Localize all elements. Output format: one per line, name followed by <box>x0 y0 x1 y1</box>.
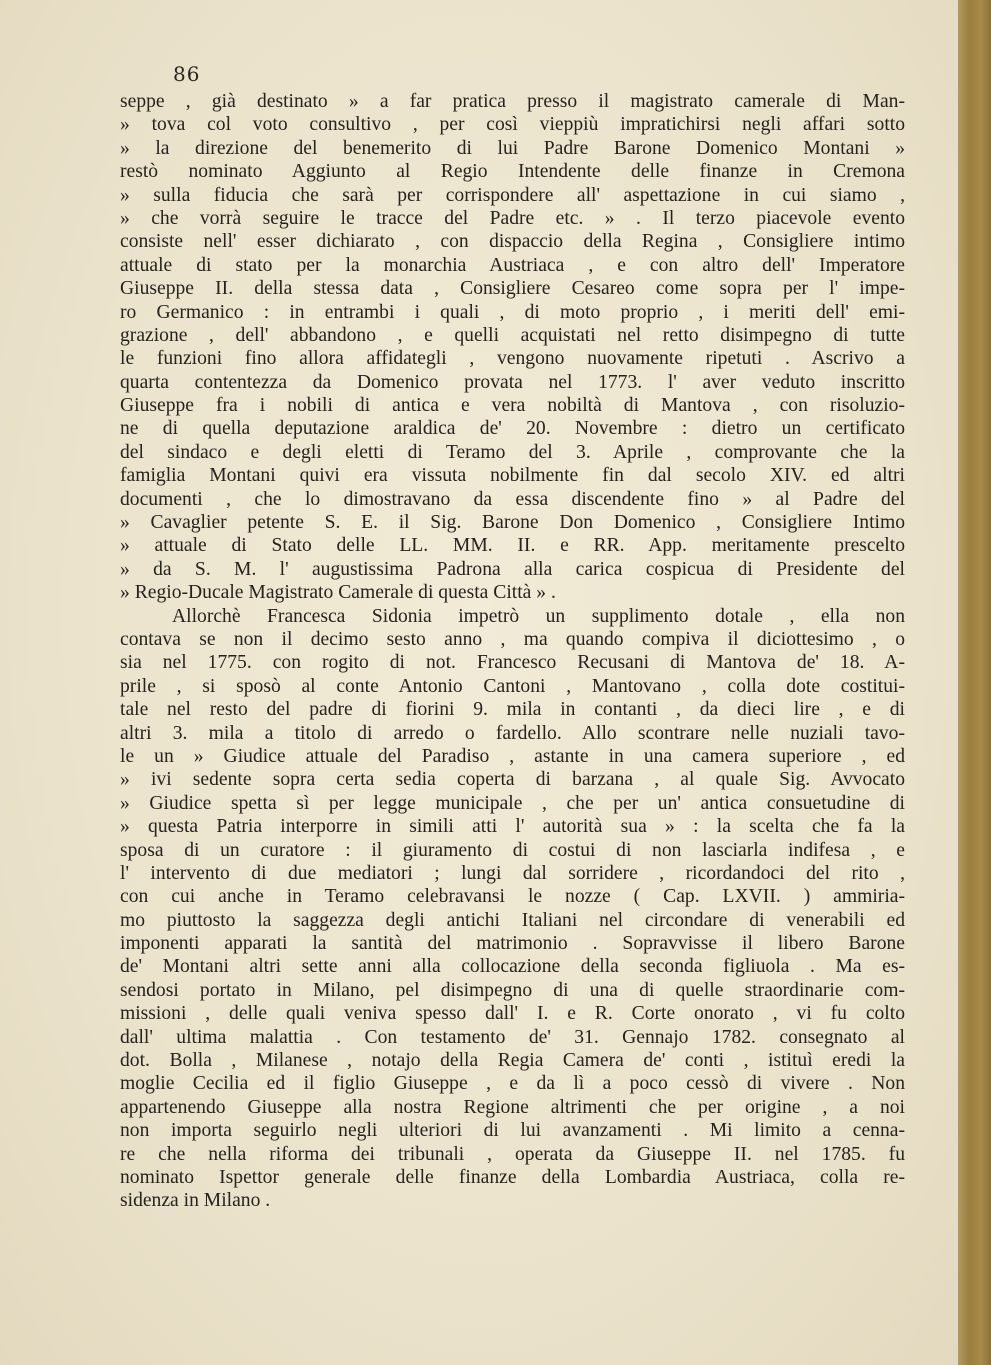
text-line: documenti , che lo dimostravano da essa discendente fino » al Padre del <box>120 488 905 510</box>
text-line: sidenza in Milano . <box>120 1190 271 1212</box>
text-line: sendosi portato in Milano, pel disimpegno di una di quelle straordinarie com- <box>120 979 905 1001</box>
text-line: prile , si sposò al conte Antonio Cantoni , Mantovano , colla dote costitui- <box>120 675 905 697</box>
text-line: grazione , dell' abbandono , e quelli acquistati nel retto disimpegno di tutte <box>120 324 905 346</box>
text-line: » sulla fiducia che sarà per corrispondere all' aspettazione in cui siamo , <box>120 184 905 206</box>
text-line: altri 3. mila a titolo di arredo o fardello. Allo scontrare nelle nuziali tavo- <box>120 722 905 744</box>
page-number: 86 <box>173 62 201 86</box>
text-line: con cui anche in Teramo celebravansi le nozze ( Cap. LXVII. ) ammiria- <box>120 886 905 908</box>
text-line: » tova col voto consultivo , per così vieppiù impratichirsi negli affari sotto <box>120 114 905 136</box>
text-line: quarta contentezza da Domenico provata nel 1773. l' aver veduto inscritto <box>120 371 905 393</box>
text-line: sposa di un curatore : il giuramento di costui di non lasciarla indifesa , e <box>120 839 905 861</box>
book-binding-edge <box>958 0 991 1365</box>
text-line: mo piuttosto la saggezza degli antichi Italiani nel circondare di venerabili ed <box>120 909 905 931</box>
text-line: restò nominato Aggiunto al Regio Intendente delle finanze in Cremona <box>120 161 905 183</box>
text-line: Giuseppe II. della stessa data , Consigliere Cesareo come sopra per l' impe- <box>120 278 905 300</box>
text-line: re che nella riforma dei tribunali , operata da Giuseppe II. nel 1785. fu <box>120 1143 905 1165</box>
text-line: dot. Bolla , Milanese , notajo della Regia Camera de' conti , istituì eredi la <box>120 1050 905 1072</box>
text-line: del sindaco e degli eletti di Teramo del 3. Aprile , comprovante che la <box>120 441 905 463</box>
text-line: attuale di stato per la monarchia Austriaca , e con altro dell' Imperatore <box>120 254 905 276</box>
text-line: ne di quella deputazione araldica de' 20. Novembre : dietro un certificato <box>120 418 905 440</box>
text-line: de' Montani altri sette anni alla collocazione della seconda figliuola . Ma es- <box>120 956 905 978</box>
text-line: Giuseppe fra i nobili di antica e vera nobiltà di Mantova , con risoluzio- <box>120 395 905 417</box>
text-line: moglie Cecilia ed il figlio Giuseppe , e da lì a poco cessò di vivere . Non <box>120 1073 905 1095</box>
body-text <box>120 90 905 1213</box>
text-line: famiglia Montani quivi era vissuta nobilmente fin dal secolo XIV. ed altri <box>120 465 905 487</box>
text-line: » Giudice spetta sì per legge municipale , che per un' antica consuetudine di <box>120 792 905 814</box>
text-line: ro Germanico : in entrambi i quali , di moto proprio , i meriti dell' emi- <box>120 301 905 323</box>
text-line: imponenti apparati la santità del matrimonio . Sopravvisse il libero Barone <box>120 933 905 955</box>
text-line: » questa Patria interporre in simili atti l' autorità sua » : la scelta che fa la <box>120 816 905 838</box>
text-line: Allorchè Francesca Sidonia impetrò un supplimento dotale , ella non <box>172 605 905 627</box>
text-line: tale nel resto del padre di fiorini 9. mila in contanti , da dieci lire , e di <box>120 699 905 721</box>
text-line: l' intervento di due mediatori ; lungi dal sorridere , ricordandoci del rito , <box>120 862 905 884</box>
text-line: dall' ultima malattia . Con testamento de' 31. Gennajo 1782. consegnato al <box>120 1026 905 1048</box>
text-line: contava se non il decimo sesto anno , ma quando compiva il diciottesimo , o <box>120 628 905 650</box>
text-line: » che vorrà seguire le tracce del Padre etc. » . Il terzo piacevole evento <box>120 207 905 229</box>
text-line: appartenendo Giuseppe alla nostra Regione altrimenti che per origine , a noi <box>120 1096 905 1118</box>
text-line: » la direzione del benemerito di lui Padre Barone Domenico Montani » <box>120 137 905 159</box>
text-line: » Cavaglier petente S. E. il Sig. Barone Don Domenico , Consigliere Intimo <box>120 512 905 534</box>
text-line: sia nel 1775. con rogito di not. Francesco Recusani di Mantova de' 18. A- <box>120 652 905 674</box>
text-line: consiste nell' esser dichiarato , con dispaccio della Regina , Consigliere intimo <box>120 231 905 253</box>
text-line: » attuale di Stato delle LL. MM. II. e RR. App. meritamente prescelto <box>120 535 905 557</box>
text-line: » Regio-Ducale Magistrato Camerale di questa Città » . <box>120 582 556 604</box>
text-line: » da S. M. l' augustissima Padrona alla carica cospicua di Presidente del <box>120 558 905 580</box>
text-line: » ivi sedente sopra certa sedia coperta di barzana , al quale Sig. Avvocato <box>120 769 905 791</box>
text-line: le funzioni fino allora affidategli , vengono nuovamente ripetuti . Ascrivo a <box>120 348 905 370</box>
text-line: non importa seguirlo negli ulteriori di lui avanzamenti . Mi limito a cenna- <box>120 1120 905 1142</box>
text-line: seppe , già destinato » a far pratica presso il magistrato camerale di Man- <box>120 91 905 112</box>
text-line: nominato Ispettor generale delle finanze della Lombardia Austriaca, colla re- <box>120 1166 905 1188</box>
text-line: missioni , delle quali veniva spesso dall' I. e R. Corte onorato , vi fu colto <box>120 1003 905 1025</box>
text-line: le un » Giudice attuale del Paradiso , astante in una camera superiore , ed <box>120 745 905 767</box>
